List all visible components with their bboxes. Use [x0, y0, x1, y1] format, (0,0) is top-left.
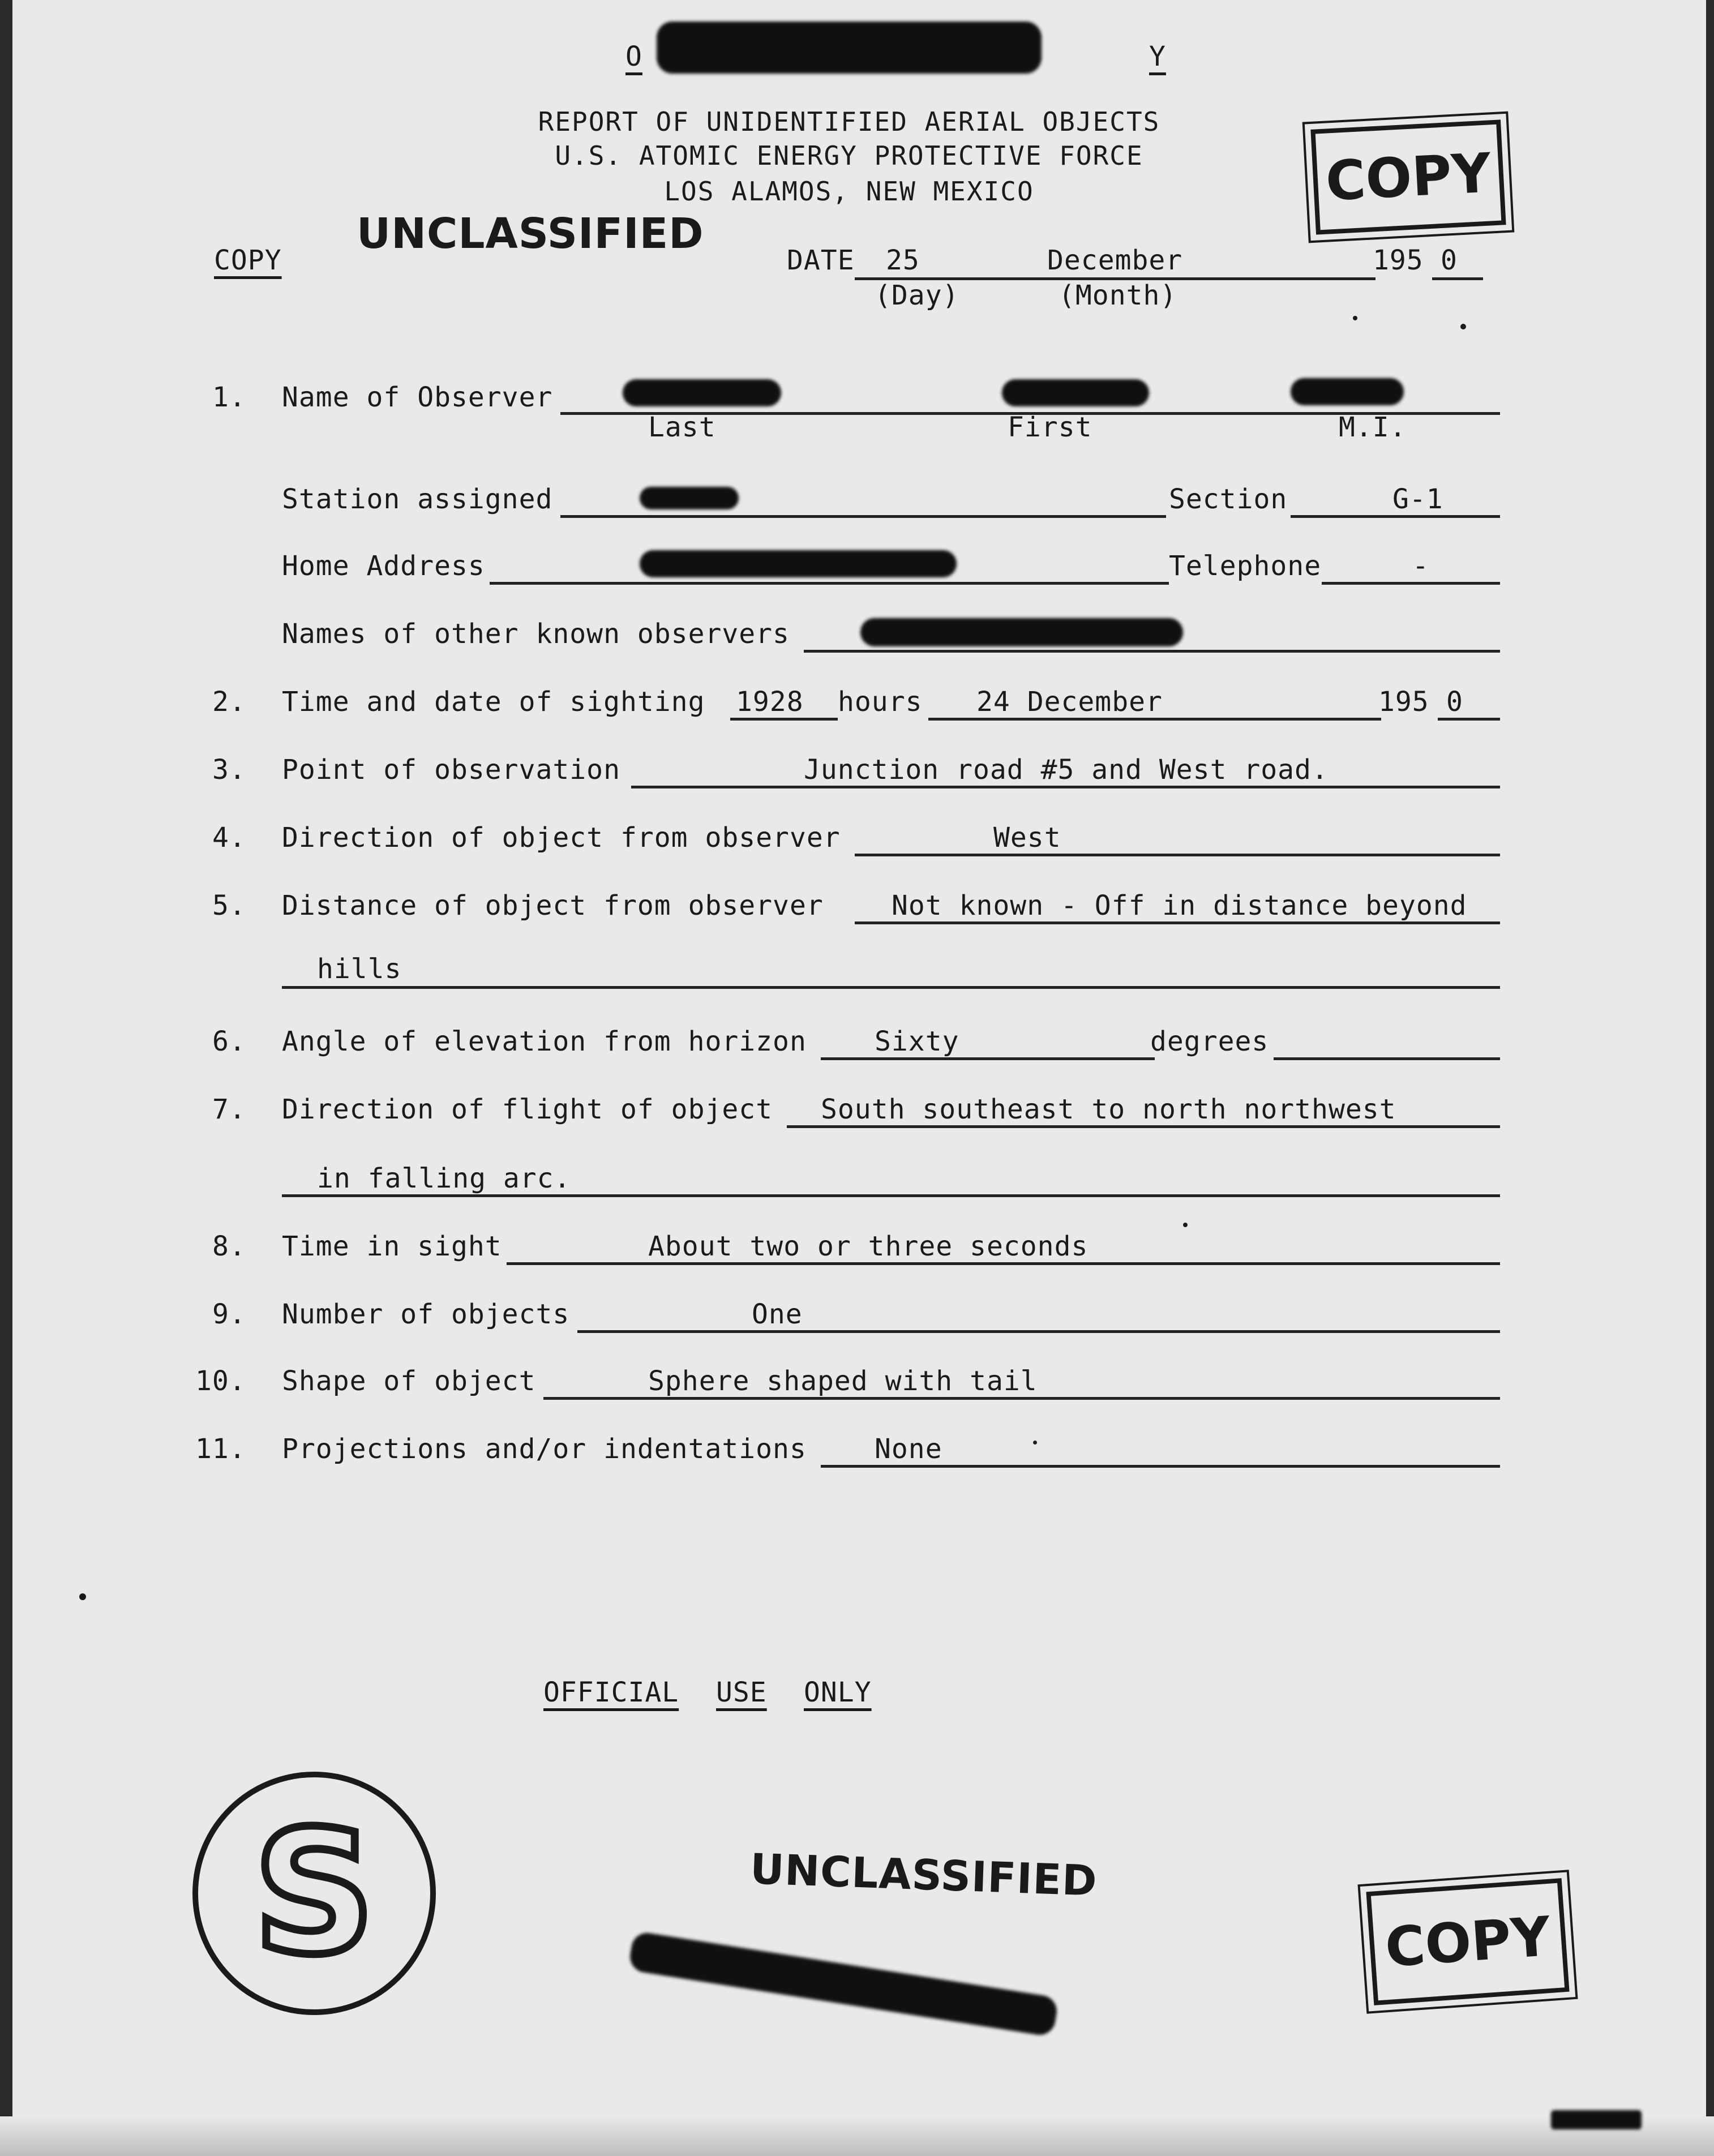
timesight-label: Time in sight — [282, 1231, 502, 1262]
section-value: G-1 — [1392, 483, 1443, 515]
speck — [1460, 324, 1466, 329]
security-circle-stamp — [192, 1772, 436, 2015]
copy-stamp-top — [1310, 119, 1506, 234]
last-caption: Last — [648, 412, 716, 443]
flight-value: South southeast to north northwest — [821, 1094, 1396, 1125]
direction-line — [855, 854, 1500, 856]
distance-line-2 — [282, 986, 1500, 989]
sight-year-line — [1438, 718, 1500, 721]
item-number-4: 4. — [212, 822, 246, 854]
item-number-5: 5. — [212, 890, 246, 921]
report-location: LOS ALAMOS, NEW MEXICO — [664, 176, 1034, 207]
scan-edge-left — [0, 0, 12, 2156]
distance-value: Not known - Off in distance beyond — [892, 890, 1467, 921]
date-month-caption: (Month) — [1059, 280, 1177, 311]
date-month: December — [1047, 245, 1183, 276]
mi-caption: M.I. — [1339, 412, 1407, 443]
number-label: Number of objects — [282, 1298, 570, 1330]
telephone-line — [1322, 582, 1500, 585]
footer-official: OFFICIAL — [543, 1677, 679, 1708]
telephone-value: - — [1412, 550, 1429, 582]
speck — [1033, 1441, 1037, 1445]
number-value: One — [752, 1298, 803, 1330]
projections-label: Projections and/or indentations — [282, 1433, 807, 1465]
redaction-last — [623, 379, 781, 406]
unclassified-stamp-bottom: UNCLASSIFIED — [749, 1845, 1098, 1906]
item-number-10: 10. — [195, 1365, 246, 1397]
flight-label: Direction of flight of object — [282, 1094, 773, 1125]
classification-mark-right: Y — [1149, 41, 1166, 72]
hours-label: hours — [838, 686, 923, 718]
shape-label: Shape of object — [282, 1365, 536, 1397]
angle-label: Angle of elevation from horizon — [282, 1026, 807, 1057]
point-label: Point of observation — [282, 754, 620, 786]
station-label: Station assigned — [282, 483, 553, 515]
direction-value: West — [993, 822, 1061, 854]
distance-value-cont: hills — [317, 953, 402, 985]
speck — [1183, 1223, 1188, 1227]
point-value: Junction road #5 and West road. — [804, 754, 1329, 786]
sight-date: 24 December — [976, 686, 1163, 718]
corner-mark — [1551, 2110, 1642, 2129]
flight-value-cont: in falling arc. — [317, 1163, 571, 1194]
first-caption: First — [1008, 412, 1092, 443]
date-year-line — [1432, 277, 1483, 280]
item-number-2: 2. — [212, 686, 246, 718]
others-label: Names of other known observers — [282, 618, 790, 650]
footer-use: USE — [716, 1677, 767, 1708]
item-number-8: 8. — [212, 1231, 246, 1262]
number-line — [577, 1330, 1500, 1333]
scan-edge-right — [1706, 0, 1714, 2156]
item-number-11: 11. — [195, 1433, 246, 1465]
section-label: Section — [1169, 483, 1288, 515]
distance-label: Distance of object from observer — [282, 890, 824, 921]
station-line — [560, 515, 1166, 518]
item-number-7: 7. — [212, 1094, 246, 1125]
sight-year-prefix: 195 — [1378, 686, 1429, 718]
item-number-3: 3. — [212, 754, 246, 786]
telephone-label: Telephone — [1169, 550, 1322, 582]
item-number-6: 6. — [212, 1026, 246, 1057]
angle-line — [821, 1057, 1155, 1060]
copy-stamp-top-text: COPY — [1324, 141, 1493, 213]
redaction-home — [640, 550, 957, 577]
report-title: REPORT OF UNIDENTIFIED AERIAL OBJECTS — [538, 106, 1160, 137]
redaction-top — [657, 22, 1042, 74]
redaction-mi — [1291, 378, 1404, 405]
date-day: 25 — [886, 245, 920, 276]
footer-only: ONLY — [804, 1677, 872, 1708]
time-value: 1928 — [736, 686, 804, 718]
speck — [1353, 316, 1357, 320]
flight-line-2 — [282, 1194, 1500, 1197]
home-label: Home Address — [282, 550, 485, 582]
home-line — [490, 582, 1169, 585]
date-year-digit: 0 — [1441, 245, 1458, 276]
copy-label: COPY — [214, 245, 282, 276]
redaction-first — [1002, 379, 1149, 406]
direction-label: Direction of object from observer — [282, 822, 841, 854]
item-number-9: 9. — [212, 1298, 246, 1330]
timesight-value: About two or three seconds — [648, 1231, 1089, 1262]
unclassified-stamp-top: UNCLASSIFIED — [357, 209, 704, 258]
speck — [79, 1593, 86, 1600]
sight-year-digit: 0 — [1446, 686, 1463, 718]
report-agency: U.S. ATOMIC ENERGY PROTECTIVE FORCE — [555, 140, 1143, 171]
copy-stamp-bottom-text: COPY — [1383, 1904, 1553, 1979]
copy-stamp-bottom — [1366, 1878, 1569, 2005]
redaction-bottom — [628, 1931, 1059, 2037]
date-label: DATE — [787, 245, 855, 276]
redaction-station — [640, 487, 739, 509]
classification-mark-left: O — [625, 41, 642, 72]
date-year-prefix: 195 — [1373, 245, 1424, 276]
date-day-caption: (Day) — [875, 280, 959, 311]
item-number-1: 1. — [212, 382, 246, 413]
scan-edge-bottom — [0, 2116, 1714, 2156]
projections-value: None — [875, 1433, 942, 1465]
degrees-line — [1274, 1057, 1500, 1060]
redaction-others — [860, 618, 1183, 646]
shape-value: Sphere shaped with tail — [648, 1365, 1038, 1397]
degrees-label: degrees — [1150, 1026, 1269, 1057]
others-line — [804, 650, 1500, 653]
angle-value: Sixty — [875, 1026, 959, 1057]
security-circle-letter: S — [252, 1794, 376, 1992]
time-label: Time and date of sighting — [282, 686, 705, 718]
observer-label: Name of Observer — [282, 382, 553, 413]
